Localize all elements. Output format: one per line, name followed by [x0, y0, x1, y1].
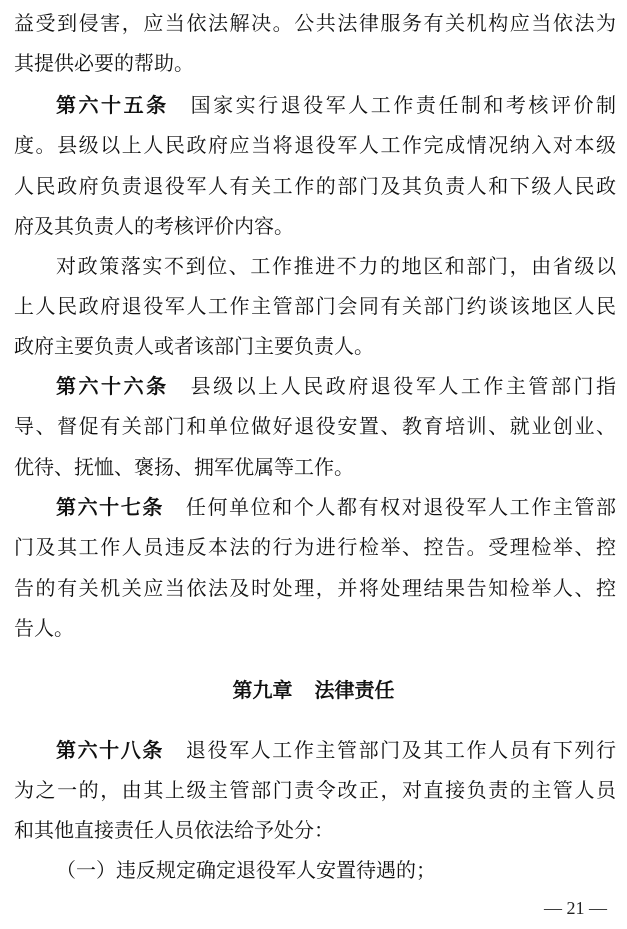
- text-line: 其提供必要的帮助。: [14, 51, 194, 75]
- article-67-line: [56, 492, 616, 522]
- article-text: 任何单位和个人都有权对退役军人工作主管部: [185, 495, 616, 519]
- text-line: 和其他直接责任人员依法给予处分：: [14, 818, 334, 842]
- article-heading: 第六十六条: [56, 374, 169, 398]
- article-heading: 第六十五条: [56, 93, 169, 117]
- article-heading: 第六十七条: [56, 495, 164, 519]
- text-line: 府及其负责人的考核评价内容。: [14, 214, 294, 238]
- text-line: 政府主要负责人或者该部门主要负责人。: [14, 334, 374, 358]
- chapter-heading: [0, 675, 627, 705]
- text-line: 为之一的，由其上级主管部门责令改正，对直接负责的主管人员: [14, 778, 616, 802]
- chapter-title: 法律责任: [314, 678, 395, 702]
- article-text: 退役军人工作主管部门及其工作人员有下列行: [185, 738, 616, 762]
- text-line: 门及其工作人员违反本法的行为进行检举、控告。受理检举、控: [14, 535, 616, 559]
- text-line: 告人。: [14, 616, 74, 640]
- paragraph-first-line: 对政策落实不到位、工作推进不力的地区和部门，由省级以: [56, 254, 616, 278]
- article-text: 县级以上人民政府退役军人工作主管部门指: [190, 374, 616, 398]
- article-68-line: [56, 735, 616, 765]
- article-text: 国家实行退役军人工作责任制和考核评价制: [190, 93, 616, 117]
- article-heading: 第六十八条: [56, 738, 164, 762]
- text-line: 优待、抚恤、褒扬、拥军优属等工作。: [14, 455, 354, 479]
- article-66-line: [56, 371, 616, 401]
- text-line: 上人民政府退役军人工作主管部门会同有关部门约谈该地区人民: [14, 294, 616, 318]
- text-line: 导、督促有关部门和单位做好退役安置、教育培训、就业创业、: [14, 414, 616, 438]
- text-line: 人民政府负责退役军人有关工作的部门及其负责人和下级人民政: [14, 174, 616, 198]
- article-65-line: [56, 90, 616, 120]
- list-item: （一）违反规定确定退役军人安置待遇的；: [56, 858, 436, 882]
- page-number: — 21 —: [544, 898, 607, 918]
- text-line: 度。县级以上人民政府应当将退役军人工作完成情况纳入对本级: [14, 133, 616, 157]
- text-line: 告的有关机关应当依法及时处理，并将处理结果告知检举人、控: [14, 576, 616, 600]
- chapter-number: 第九章: [232, 678, 293, 702]
- text-line: 益受到侵害，应当依法解决。公共法律服务有关机构应当依法为: [14, 11, 616, 35]
